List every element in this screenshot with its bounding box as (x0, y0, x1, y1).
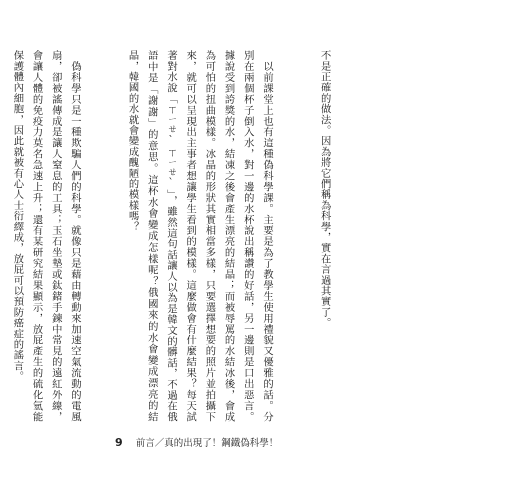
page-footer (115, 435, 278, 449)
page-number: 9 (115, 436, 123, 449)
paragraph-1: 不是正確的做法。因為將它們稱為科學，實在言過其實了。 (318, 50, 331, 329)
paragraph-2: 以前課堂上也有這種偽科學課。主要是為了教學生使用禮貌又優雅的話。分別在兩個杯子倒入水，對一邊的水杯說出稱讚的好話，另一邊則是口出惡言。據說受到誇獎的水，結凍之後會產生漂亮的結晶；而被辱罵的水結冰後，會成為可怕的扭曲模樣。冰晶的形狀其實相當多樣，只要選擇想要的照片並拍攝下來，就可以呈現出主事者想讓學生看到的模樣。這麼做會有什麼結果？每天試著對水說「ㄒㄧㄝˋㄒㄧㄝˋ」，雖然這句話讓人以為是韓文的髒話，不過在俄語中是「謝謝」的意思。這杯水會變成怎樣呢？俄國來的水會變成漂亮的結晶，韓國的水就會變成醜陋的模樣嗎？ (126, 50, 273, 422)
running-title: 前言／真的出現了！鋼鐵偽科學！ (135, 438, 279, 449)
body-text (0, 50, 372, 422)
paragraph-3: 偽科學只是一種欺騙人們的科學。就像只是藉由轉動來加速空氣流動的電風扇，卻被謠傳成是讓人窒息的工具；玉石坐墊或鈦鍺手鍊中常見的遠紅外線，會讓人體的免疫力莫名急速上升；還有某研究結果顯示，放屁產生的硫化氫能保護體內細胞，因此就被有心人士衍繹成，放屁可以預防癌症的謠言。 (11, 50, 81, 422)
